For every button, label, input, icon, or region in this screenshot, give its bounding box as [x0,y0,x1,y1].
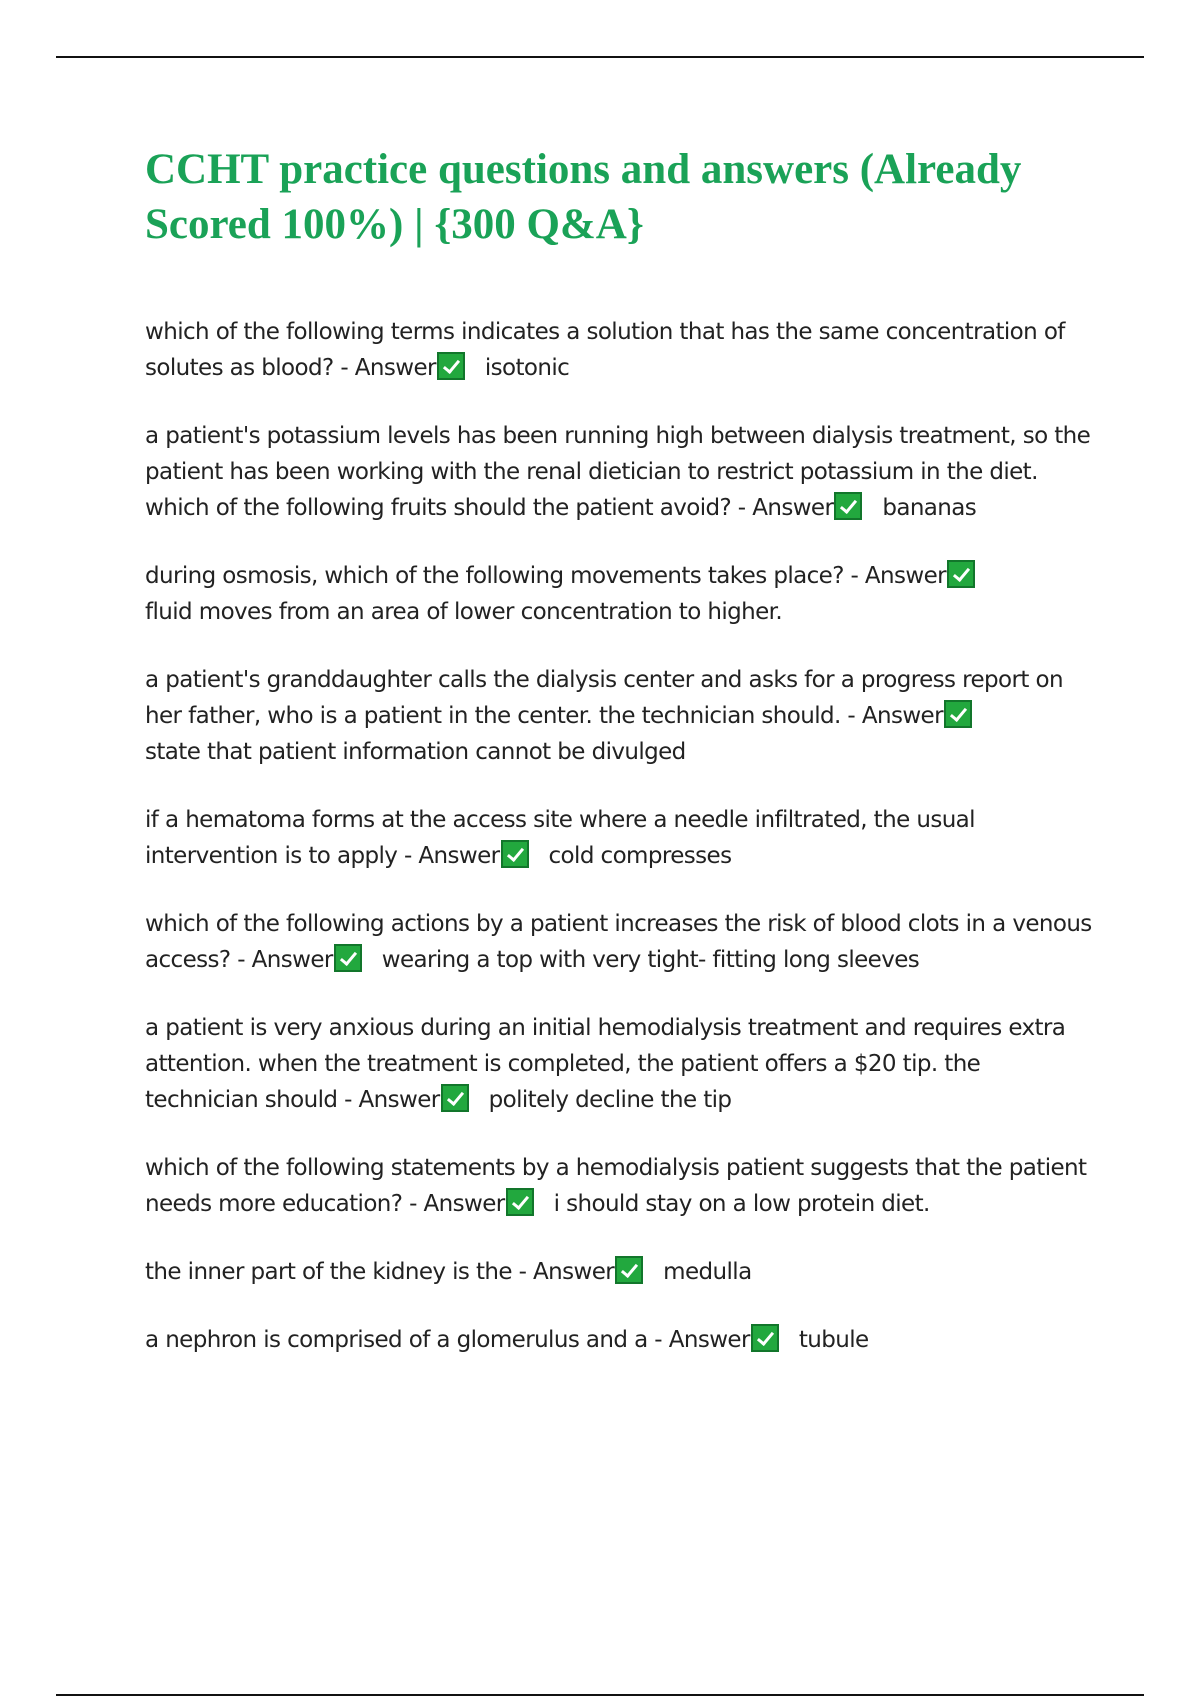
answer-text: isotonic [484,355,570,381]
question-text: a patient's potassium levels has been running high between dialysis treatment, so the patient has been working with the renal dietician to restrict potassium in the diet. which of the following fruits should the patient avoid? - Answer [145,423,1091,521]
qa-item [145,1322,1095,1358]
qa-item [145,802,1095,874]
answer-text: medulla [663,1259,752,1285]
checkmark-icon [834,492,862,520]
qa-item [145,314,1095,386]
top-divider [56,56,1144,58]
answer-text: wearing a top with very tight- fitting long sleeves [381,947,920,973]
document-title: CCHT practice questions and answers (Already Scored 100%) | {300 Q&A} [145,146,1022,248]
checkmark-icon [947,560,975,588]
question-text: which of the following actions by a patient increases the risk of blood clots in a venous access? - Answer [145,911,1092,973]
qa-item [145,558,1095,630]
answer-text: politely decline the tip [488,1087,732,1113]
qa-item [145,906,1095,978]
qa-item [145,662,1095,770]
question-text: a patient's granddaughter calls the dialysis center and asks for a progress report on her father, who is a patient in the center. the technician should. - Answer [145,667,1063,729]
checkmark-icon [441,1084,469,1112]
checkmark-icon [437,352,465,380]
qa-item [145,418,1095,526]
question-text: during osmosis, which of the following movements takes place? - Answer [145,563,947,589]
question-text: a nephron is comprised of a glomerulus and a - Answer [145,1327,750,1353]
checkmark-icon [501,840,529,868]
question-text: which of the following statements by a hemodialysis patient suggests that the patient needs more education? - Answer [145,1155,1087,1217]
qa-list [145,314,1095,1390]
question-text: a patient is very anxious during an initial hemodialysis treatment and requires extra attention. when the treatment is completed, the patient offers a $20 tip. the technician should - Answer [145,1015,1066,1113]
qa-item [145,1254,1095,1290]
checkmark-icon [615,1256,643,1284]
checkmark-icon [334,944,362,972]
checkmark-icon [944,700,972,728]
checkmark-icon [751,1324,779,1352]
bottom-divider [56,1694,1144,1696]
answer-text: tubule [798,1327,869,1353]
checkmark-icon [506,1188,534,1216]
answer-text: state that patient information cannot be divulged [145,739,686,765]
answer-text: i should stay on a low protein diet. [553,1191,930,1217]
answer-text: fluid moves from an area of lower concentration to higher. [145,599,783,625]
question-text: which of the following terms indicates a solution that has the same concentration of solutes as blood? - Answer [145,319,1065,381]
answer-text: cold compresses [548,843,732,869]
question-text: the inner part of the kidney is the - Answer [145,1259,615,1285]
qa-item [145,1010,1095,1118]
question-text: if a hematoma forms at the access site where a needle infiltrated, the usual intervention is to apply - Answer [145,807,975,869]
qa-item [145,1150,1095,1222]
answer-text: bananas [882,495,977,521]
